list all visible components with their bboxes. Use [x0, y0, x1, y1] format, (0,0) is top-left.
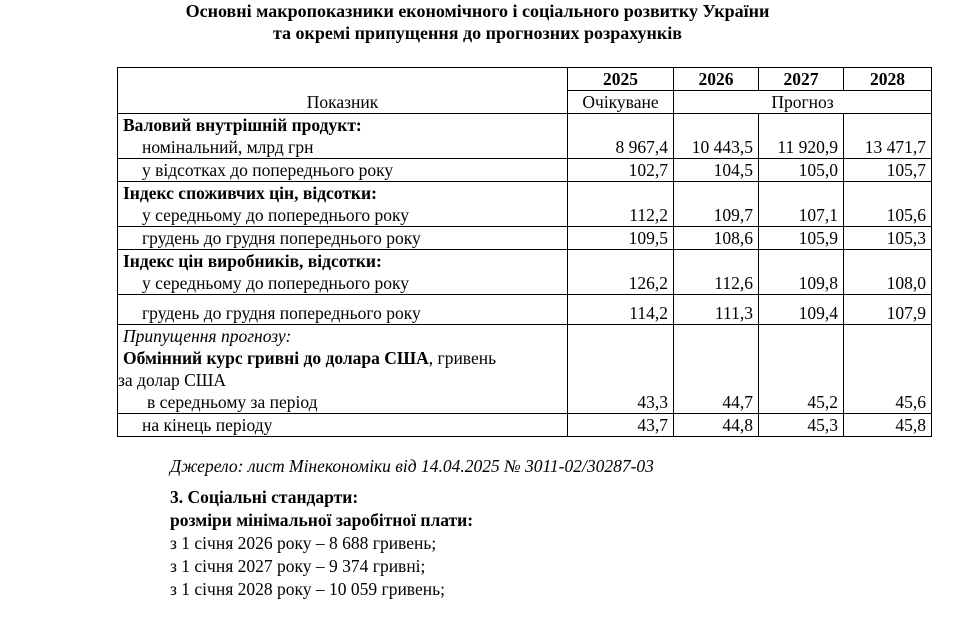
row-label: номінальний, млрд грн	[118, 136, 568, 159]
row-label: у середньому до попереднього року	[118, 204, 568, 227]
table-row	[118, 114, 932, 137]
table-row	[118, 325, 932, 414]
table-cell: 11 920,9	[759, 136, 844, 159]
row-label: грудень до грудня попереднього року	[118, 295, 568, 325]
table-cell: 105,9	[759, 227, 844, 250]
row-label: у відсотках до попереднього року	[118, 159, 568, 182]
table-cell: 112,6	[674, 272, 759, 295]
table-cell: 8 967,4	[568, 136, 674, 159]
table-cell: 43,3	[568, 325, 674, 414]
table-row	[118, 136, 932, 159]
table-row	[118, 272, 932, 295]
fx-title-bold: Обмінний курс гривні до долара США	[123, 348, 429, 368]
assumptions-heading: Припущення прогнозу:	[123, 326, 292, 346]
assumptions-block	[118, 325, 568, 414]
table-cell: 10 443,5	[674, 136, 759, 159]
year-2027: 2027	[759, 68, 844, 91]
year-2025: 2025	[568, 68, 674, 91]
source-note: Джерело: лист Мінекономіки від 14.04.2025 № 3011-02/30287-03	[170, 456, 654, 476]
gdp-heading: Валовий внутрішній продукт:	[118, 114, 568, 137]
table-cell: 109,4	[759, 295, 844, 325]
table-cell: 108,0	[844, 272, 932, 295]
table-cell: 105,7	[844, 159, 932, 182]
fx-title	[123, 347, 562, 369]
year-2028: 2028	[844, 68, 932, 91]
table-row	[118, 182, 932, 205]
table-cell: 107,1	[759, 204, 844, 227]
row-label: у середньому до попереднього року	[118, 272, 568, 295]
row-label: грудень до грудня попереднього року	[118, 227, 568, 250]
table-cell: 109,5	[568, 227, 674, 250]
table-cell: 44,7	[674, 325, 759, 414]
forecast-label: Прогноз	[674, 91, 932, 114]
table-cell: 112,2	[568, 204, 674, 227]
row-label: на кінець періоду	[118, 414, 568, 437]
row-label: в середньому за період	[147, 392, 318, 412]
table-cell: 108,6	[674, 227, 759, 250]
table-cell: 13 471,7	[844, 136, 932, 159]
list-item: з 1 січня 2027 року – 9 374 гривні;	[170, 556, 426, 576]
fx-title-rest: , гривень	[428, 348, 497, 368]
section-3-heading: 3. Соціальні стандарти:	[170, 487, 359, 507]
cpi-heading: Індекс споживчих цін, відсотки:	[118, 182, 568, 205]
header-row-years	[118, 68, 932, 91]
table-cell: 104,5	[674, 159, 759, 182]
table-cell: 45,2	[759, 325, 844, 414]
macro-indicators-table	[117, 67, 932, 437]
document-title	[0, 0, 955, 44]
table-cell: 109,8	[759, 272, 844, 295]
title-line-2: та окремі припущення до прогнозних розрахунків	[272, 23, 683, 43]
table-cell: 44,8	[674, 414, 759, 437]
list-item: з 1 січня 2026 року – 8 688 гривень;	[170, 533, 437, 553]
table-cell: 43,7	[568, 414, 674, 437]
list-item: з 1 січня 2028 року – 10 059 гривень;	[170, 579, 445, 599]
table-cell: 105,3	[844, 227, 932, 250]
table-cell: 105,6	[844, 204, 932, 227]
indicator-header: Показник	[118, 68, 568, 114]
table-cell: 105,0	[759, 159, 844, 182]
ppi-heading: Індекс цін виробників, відсотки:	[118, 250, 568, 273]
table-row	[118, 159, 932, 182]
table-cell: 45,6	[844, 325, 932, 414]
table-row	[118, 227, 932, 250]
table-cell: 45,3	[759, 414, 844, 437]
table-row	[118, 295, 932, 325]
table-cell: 102,7	[568, 159, 674, 182]
fx-title-line2: за долар США	[118, 370, 227, 390]
table-row	[118, 204, 932, 227]
table-cell: 107,9	[844, 295, 932, 325]
section-3-subheading: розміри мінімальної заробітної плати:	[170, 510, 474, 530]
table-cell: 114,2	[568, 295, 674, 325]
table-cell: 126,2	[568, 272, 674, 295]
table-row	[118, 414, 932, 437]
table-cell: 109,7	[674, 204, 759, 227]
table-cell: 111,3	[674, 295, 759, 325]
table-cell: 45,8	[844, 414, 932, 437]
table-row	[118, 250, 932, 273]
year-2026: 2026	[674, 68, 759, 91]
title-line-1: Основні макропоказники економічного і соціального розвитку України	[185, 1, 770, 21]
expected-label: Очікуване	[568, 91, 674, 114]
